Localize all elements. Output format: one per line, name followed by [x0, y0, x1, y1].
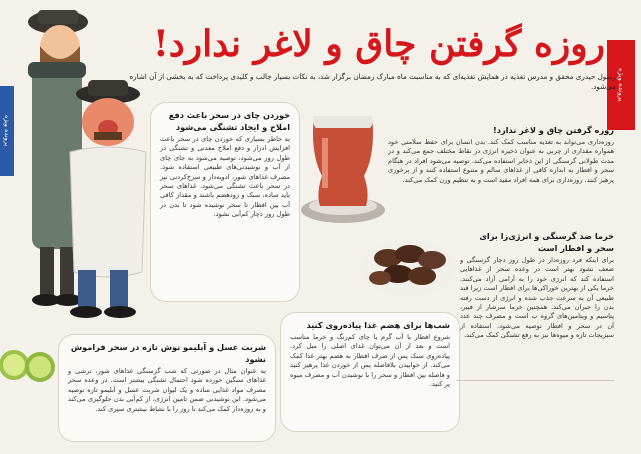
section-tag-left: پرونده ویژه — [0, 86, 14, 176]
tea-glass-icon — [300, 98, 386, 226]
dates-image — [358, 228, 458, 300]
cartoon-characters-image — [10, 2, 150, 332]
lime-image — [0, 345, 58, 385]
section-hunger-title: خرما ضد گرسنگی و انرژی‌زا برای سحر و افطار است — [479, 231, 614, 253]
section-fasting-text: روزه‌داری می‌تواند به تغذیه مناسب کمک کند. بدن انسان برای حفظ سلامتی خود همواره مقداری از چربی به عنوان ذخیره انرژی در نقاط مختلف جمع می‌کند و در مدت طولانی گرسنگی از این ذخایر استفاده می‌کند. توصیه می‌شود افراد در هنگام سحر و افطار به اندازه کافی از غذاهای سالم و متنوع استفاده کنند و از پرخوری پرهیز کنند. روزه‌داری برای همه افراد مفید است و به تنظیم وزن کمک می‌کند. — [388, 138, 614, 184]
column-divider — [456, 380, 614, 381]
section-iftar-title: شب‌ها برای هضم غذا پیاده‌روی کنید — [306, 320, 450, 330]
section-fasting-title: روزه گرفتن چاق و لاغر ندارد! — [493, 125, 614, 135]
headline: روزه گرفتن چاق و لاغر ندارد! — [152, 23, 605, 65]
section-sahar-text: به عنوان مثال در صورتی که شب گرسنگی غذاهای شور، ترشی و غذاهای سنگین خورده شود احتمال تشنگی بیشتر است. در وعده سحر مصرف مواد غذایی ساده و یک لیوان شربت عسل و آبلیمو تازه توصیه می‌شود. این نوشیدنی ضمن تامین انرژی، از کم‌آبی بدن جلوگیری می‌کند و به روزه‌دار کمک می‌کند تا روز را با نشاط بیشتری سپری کند. — [68, 367, 266, 413]
section-fasting — [388, 124, 614, 224]
lead-paragraph: رسول حیدری محقق و مدرس تغذیه در همایش تغذیه‌ای که به مناسبت ماه مبارک رمضان برگزار شد، به نکات بسیار جالب و کلیدی پرداخت که به بخشی از آن اشاره می‌شود. — [129, 72, 616, 91]
tea-glass-image — [300, 98, 386, 226]
lime-slices-icon — [0, 345, 58, 385]
section-sahar-title: شربت عسل و آبلیمو نوش تازه در سحر فراموش نشود — [70, 342, 266, 364]
section-tea — [150, 102, 300, 302]
section-sahar — [58, 334, 276, 442]
dates-fruit-icon — [358, 228, 458, 300]
section-iftar — [280, 312, 460, 432]
detectives-illustration — [10, 2, 150, 332]
section-hunger-text: برای اینکه فرد روزه‌دار در طول روز دچار گرسنگی و ضعف نشود بهتر است در وعده سحر از غذاهایی استفاده کند که انرژی خود را به آرامی آزاد می‌کنند. خرما یکی از بهترین خوراکی‌ها برای افطار است زیرا قند طبیعی آن به سرعت جذب شده و انرژی از دست رفته بدن را جبران می‌کند. همچنین خرما سرشار از فیبر، پتاسیم و ویتامین‌های گروه ب است و مصرف چند عدد آن در سحر و افطار توصیه می‌شود. استفاده از سبزیجات تازه و میوه‌ها نیز به رفع تشنگی کمک می‌کند. — [460, 256, 614, 340]
section-hunger — [460, 230, 614, 380]
section-tea-title: خوردن چای در سحر باعث دفع املاح و ایجاد تشنگی می‌شود — [168, 110, 290, 132]
section-iftar-text: شروع افطار با آب گرم یا چای کم‌رنگ و خرما مناسب است و بعد از آن می‌توان غذای اصلی را میل کرد. پیاده‌روی سبک پس از صرف افطار به هضم بهتر غذا کمک می‌کند. از خوابیدن بلافاصله پس از خوردن غذا پرهیز کنید و فاصله بین افطار و سحر را با نوشیدن آب و مصرف میوه پر کنید. — [290, 333, 450, 389]
section-tag: پرونده ویژه — [607, 40, 635, 130]
section-tea-text: به خاطر بسیاری که خوردن چای در سحر باعث افزایش ادرار و دفع املاح معدنی و تشنگی در طول روز می‌شود، توصیه می‌شود به جای چای از آب و نوشیدنی‌های طبیعی استفاده شود. مصرف غذاهای شور، ادویه‌دار و سرخ‌کردنی نیز در سحر باعث تشنگی می‌شود. غذاهای سحر باید ساده، سبک و زودهضم باشند و مقدار کافی آب بین افطار تا سحر نوشیده شود تا بدن در طول روز دچار کم‌آبی نشود. — [160, 135, 290, 219]
